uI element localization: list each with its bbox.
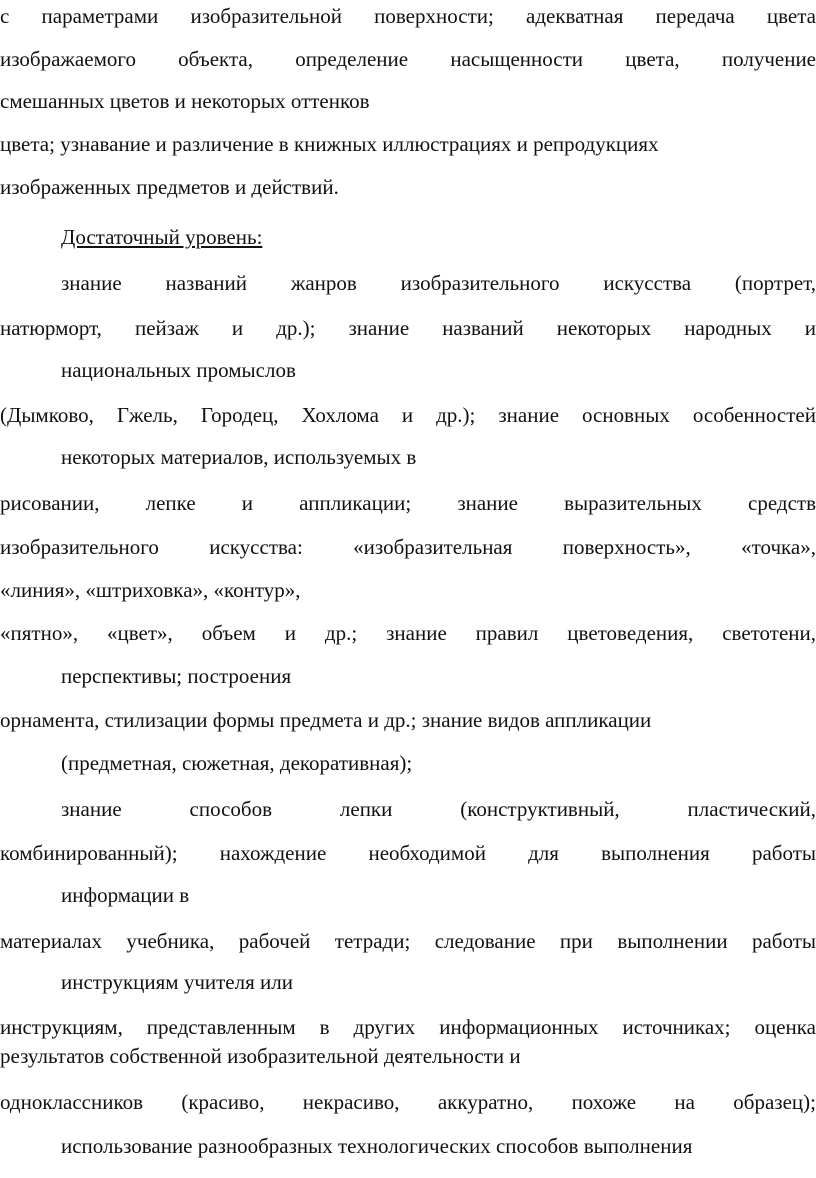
- text-line: инструкциям учителя или: [61, 970, 293, 994]
- text-line: натюрморт, пейзаж и др.); знание названий некоторых народных и: [0, 316, 816, 340]
- text-line: одноклассников (красиво, некрасиво, аккуратно, похоже на образец);: [0, 1090, 816, 1114]
- text-line: национальных промыслов: [61, 358, 296, 382]
- text-line: изобразительного искусства: «изобразительная поверхность», «точка»,: [0, 535, 816, 559]
- section-heading: Достаточный уровень:: [61, 225, 263, 249]
- text-line: материалах учебника, рабочей тетради; следование при выполнении работы: [0, 929, 816, 953]
- text-line: орнамента, стилизации формы предмета и др.; знание видов аппликации: [0, 708, 652, 732]
- text-line: рисовании, лепке и аппликации; знание выразительных средств: [0, 491, 816, 515]
- text-line: перспективы; построения: [61, 664, 292, 688]
- text-line: «пятно», «цвет», объем и др.; знание правил цветоведения, светотени,: [0, 621, 816, 645]
- text-line: знание способов лепки (конструктивный, пластический,: [61, 797, 816, 821]
- text-line: с параметрами изобразительной поверхности; адекватная передача цвета: [0, 4, 816, 28]
- text-line: некоторых материалов, используемых в: [61, 445, 417, 469]
- text-line: результатов собственной изобразительной деятельности и: [0, 1044, 521, 1068]
- text-line: изображаемого объекта, определение насыщенности цвета, получение: [0, 47, 816, 71]
- text-line: информации в: [61, 883, 190, 907]
- text-line: (Дымково, Гжель, Городец, Хохлома и др.); знание основных особенностей: [0, 403, 816, 427]
- text-line: инструкциям, представленным в других информационных источниках; оценка: [0, 1015, 816, 1039]
- text-line: комбинированный); нахождение необходимой для выполнения работы: [0, 841, 816, 865]
- text-line: смешанных цветов и некоторых оттенков: [0, 89, 370, 113]
- text-line: знание названий жанров изобразительного искусства (портрет,: [61, 271, 816, 295]
- text-line: цвета; узнавание и различение в книжных иллюстрациях и репродукциях: [0, 132, 659, 156]
- text-line: изображенных предметов и действий.: [0, 175, 339, 199]
- text-line: «линия», «штриховка», «контур»,: [0, 578, 301, 602]
- text-line: (предметная, сюжетная, декоративная);: [61, 751, 413, 775]
- text-line: использование разнообразных технологических способов выполнения: [61, 1134, 693, 1158]
